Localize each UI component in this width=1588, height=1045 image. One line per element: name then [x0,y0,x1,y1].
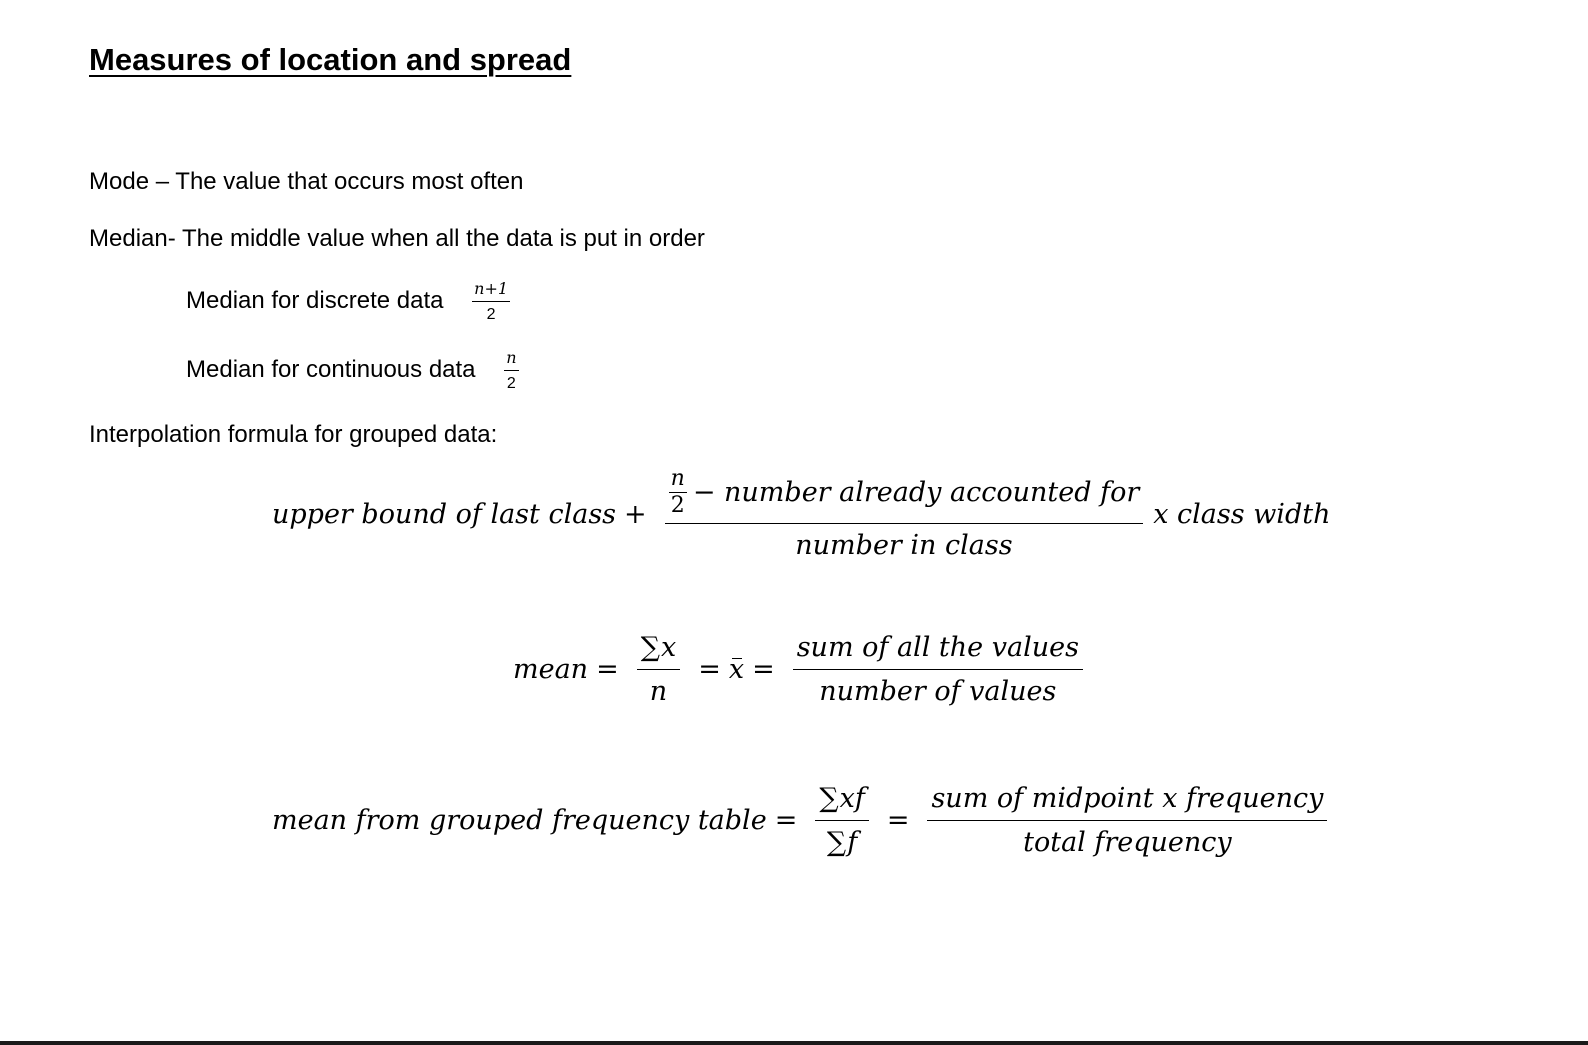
sigma-symbol: ∑ [826,827,847,859]
mean-denominator-words: number of values [819,676,1057,708]
equals-sign: = [596,654,619,686]
median-continuous-fraction [504,349,518,392]
interp-fraction [665,468,1144,561]
fraction-denominator: 2 [506,374,516,392]
grouped-denominator-words: total frequency [1023,827,1232,859]
median-definition: Median- The middle value when all the data is put in order [89,225,705,252]
mean-words-fraction [793,632,1083,707]
fraction-denominator: 2 [486,305,496,323]
interpolation-formula [272,468,1330,561]
fraction-numerator: n [504,349,518,371]
median-discrete-label: Median for discrete data [186,286,444,314]
equals-sign: = [752,654,775,686]
grouped-words-fraction [927,783,1327,858]
interp-denominator: number in class [795,530,1013,561]
mode-definition: Mode – The value that occurs most often [89,168,524,195]
median-continuous-row [186,349,519,392]
grouped-mean-label: mean from grouped frequency table [272,805,767,837]
bottom-border [0,1041,1588,1045]
n-over-2 [669,468,687,517]
n-symbol: n [649,676,668,708]
sum-x-over-n [637,632,681,707]
equals-sign: = [886,805,910,837]
x-bar-symbol: x [728,654,745,686]
interp-minus-text: − number already accounted for [692,476,1140,508]
equals-sign: = [774,805,798,837]
fraction-numerator: n+1 [472,280,510,302]
mean-numerator-words: sum of all the values [793,632,1083,670]
sum-xf-over-sum-f [815,783,869,858]
mean-label: mean [513,654,589,686]
sum-xf [815,783,869,821]
mean-formula [513,632,1093,707]
interp-numerator [665,468,1144,524]
sigma-symbol: ∑ [819,783,839,814]
interpolation-heading: Interpolation formula for grouped data: [89,421,498,448]
equals-sign: = [698,654,721,686]
median-continuous-label: Median for continuous data [186,355,476,383]
sum-f [823,821,861,858]
grouped-numerator-words: sum of midpoint x frequency [927,783,1327,821]
f-symbol: f [847,827,858,859]
median-discrete-fraction [472,280,510,323]
grouped-mean-formula [272,783,1337,858]
sum-x [637,632,681,670]
sigma-symbol: ∑ [640,632,660,663]
median-discrete-row [186,280,510,323]
page-title: Measures of location and spread [89,42,572,77]
interp-lhs: upper bound of last class [272,499,617,531]
x-symbol: x [660,632,677,663]
n-symbol: n [670,466,685,491]
plus-sign: + [624,499,647,531]
interp-rhs: x class width [1153,499,1331,531]
two-symbol: 2 [670,493,685,518]
xf-symbol: xf [839,783,865,814]
